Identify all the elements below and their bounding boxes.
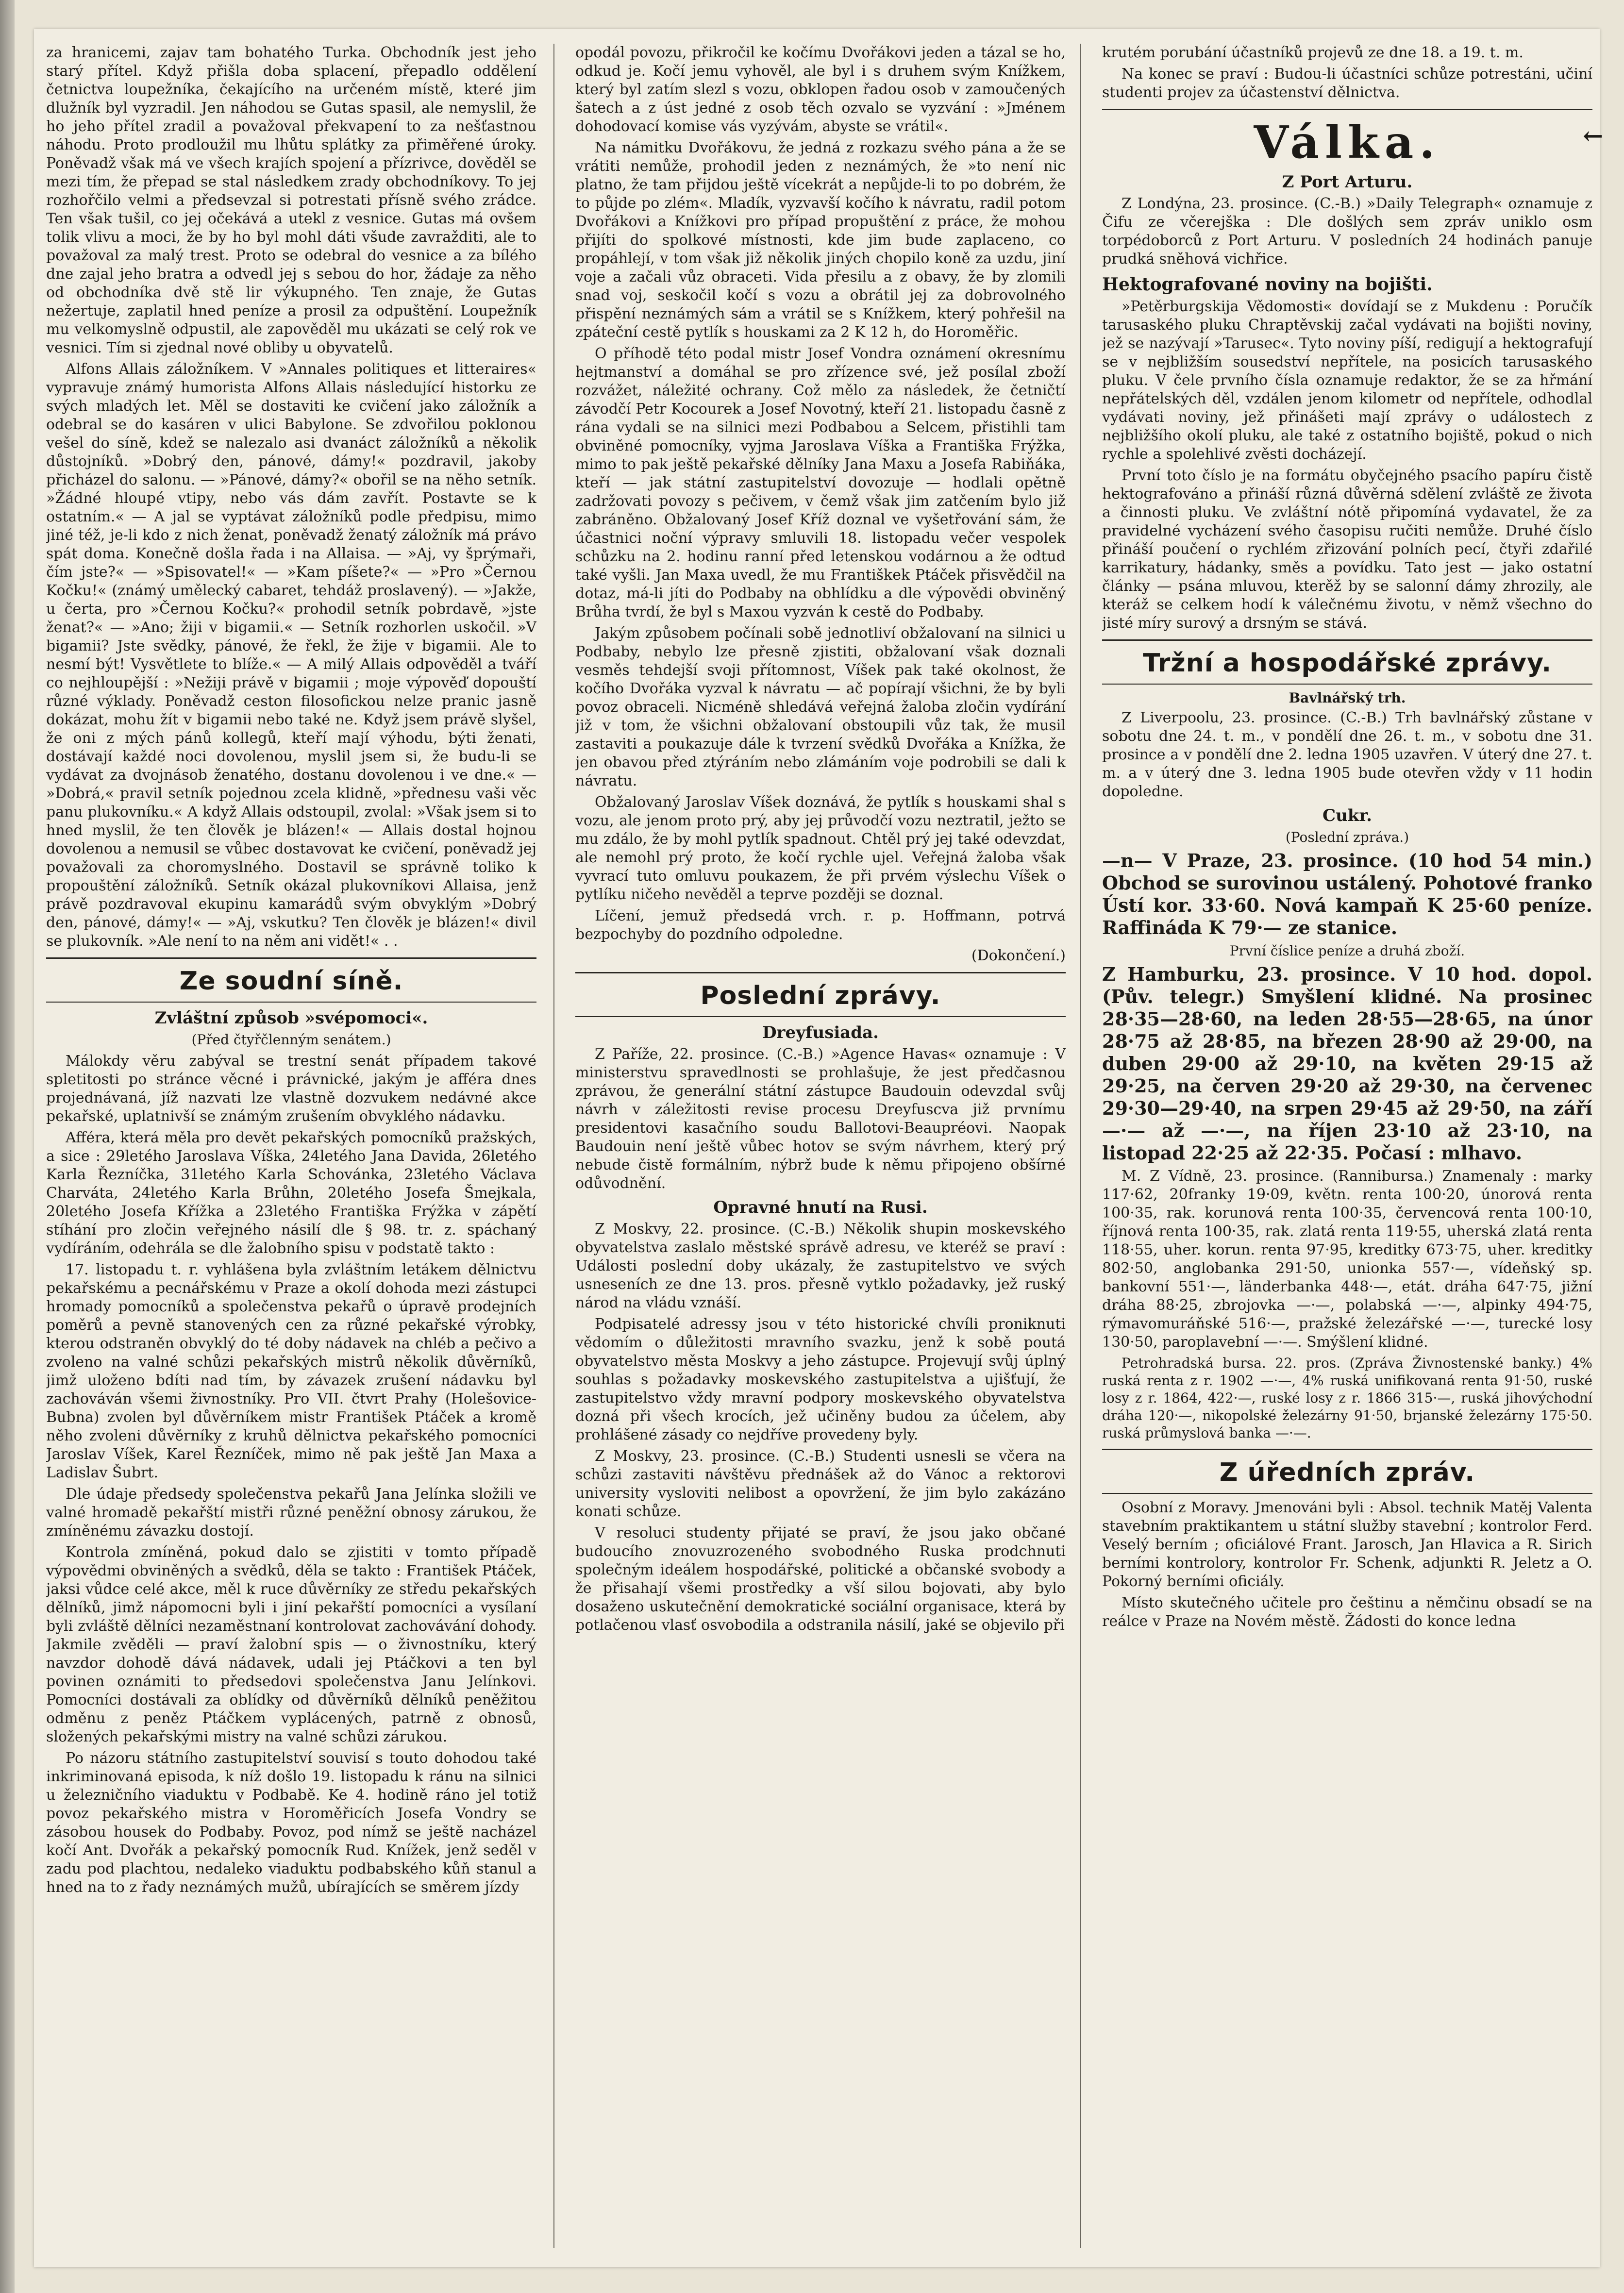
sugar-hamburg-report: Z Hamburku, 23. prosince. V 10 hod. dopol. (Pův. telegr.) Smyšlení klidné. Na prosinec 28·35—28·60, na leden 28·55—28·65, na únor 28·75 až 28·85, na březen 28·90 až 29·00, na duben 29·00 až 29·10, na květen 29·15 až 29·25, na červen 29·20 až 29·30, na červenec 29·30—29·40, na srpen 29·45 až 29·50, na září —·— až —·—, na říjen 23·10 až 23·10, na listopad 22·25 až 22·35. Počasí : mlhavo. xyxy=(1102,963,1592,1164)
section-title-official: Z úředních zpráv. xyxy=(1219,1458,1475,1487)
article-title-dreyfus: Dreyfusiada. xyxy=(762,1023,879,1042)
court-paragraph: Líčení, jemuž předsedá vrch. r. p. Hoffmann, potrvá bezpochyby do pozdního odpoledne. xyxy=(575,907,1066,943)
section-divider xyxy=(46,1002,536,1003)
section-divider xyxy=(1102,109,1592,110)
petersburg-bourse-report: Petrohradská bursa. 22. pros. (Zpráva Živnostenské banky.) 4% ruská renta z r. 1902 —·—, 4% ruská unifikovaná renta 91·50, ruské losy z r. 1864, 422·—, ruské losy z r. 1866 315·—, ruská jihovýchodní dráha 120·—, nikopolské železárny 91·50, brjanské železárny 175·50. ruská průmyslová banka —·—. xyxy=(1102,1355,1592,1441)
court-paragraph: opodál povozu, přikročil ke kočímu Dvořákovi jeden a tázal se ho, odkud je. Kočí jemu vyhověl, ale byl i s druhem svým Knížkem, který byl zatím slezl s vozu, obklopen řadou osob v zamoučených šatech a z úst jedné z osob těch ozvalo se vyzvání : »Jménem dohodovací komise vás vyzývám, abyste se vrátil«. xyxy=(575,44,1066,135)
court-paragraph: Obžalovaný Jaroslav Víšek doznává, že pytlík s houskami shal s vozu, ale jenom proto prý, aby jej průvodčí vozu neztratil, ježto se mu zdálo, že by mohl pytlík spadnout. Chtěl prý jej také odevzdat, ale nemohl prý proto, že kočí rychle ujel. Veřejná žaloba však vyvrací tuto omluvu poukazem, že při prvém výslechu Víšek o pytlíku ničeho nevěděl a teprve později se doznal. xyxy=(575,794,1066,903)
section-divider xyxy=(575,1016,1066,1017)
vienna-bourse-report: M. Z Vídně, 23. prosince. (Rannibursa.) Znamenaly : marky 117·62, 20franky 19·09, květn. renta 100·20, únorová renta 100·35, rak. korunová renta 100·35, červencová renta 100·10, říjnová renta 100·35, rak. zlatá renta 119·55, uherská zlatá renta 118·55, uher. korun. renta 97·95, kreditky 673·75, uher. kreditky 802·50, anglobanka 291·50, unionka 557·—, vídeňský sp. bankovní 551·—, länderbanka 448·—, etát. dráha 647·75, jižní dráha 88·25, zbrojovka —·—, polabská —·—, alpinky 494·75, rýmavomuráňské 516·—, pražské železářské —·—, turecké losy 130·50, paroplavební —·—. Smýšlení klidné. xyxy=(1102,1168,1592,1351)
article-allais-text: Alfons Allais záložníkem. V »Annales politiques et litteraires« vypravuje známý humorista Alfons Allais následující historku ze svých mladých let. Měl se dostaviti ke cvičení jako záložník a odebral se do kasáren v ulici Babylone. Se zdvořilou poklonou vešel do síně, kdež se nalezalo asi dvanáct záložníků a několik důstojníků. »Dobrý den, pánové, dámy!« pozdravil, jakoby přicházel do salonu. — »Pánové, dámy?« obořil se na něho setník. »Žádné hloupé vtipy, nebo vás dám zavřít. Postavte se k ostatním.« — A jal se vyptávat záložníků podle předpisu, mimo jiné též, je-li kdo z nich ženat, poněvadž ženatý záložník má právo spát doma. Konečně došla řada i na Allaisa. — »Aj, vy šprýmaři, čím jste?« — »Spisovatel!« — »Kam píšete?« — »Pro »Černou Kočku!« (známý umělecký cabaret, tehdáž proslavený). — »Jakže, u čerta, pro »Černou Kočku?« prohodil setník pobrdavě, »jste ženat?« — »Ano; žiji v bigamii.« — Setník rozhorlen uskočil. »V bigamii? Jste svědky, pánové, že řekl, že žije v bigamii. Ale to nesmí být! Vysvětlete to blíže.« — A milý Allais odpověděl a tváří co nejhloupější : »Nežiji právě v bigamii ; moje výpověď dopouští různé výklady. Poněvadž ceston filosofickou nelze pranic jasně dokázat, mohu žít v bigamii nebo také ne. Když jsem právě slyšel, že oni z mých pánů kollegů, kteří mají výhodu, býti ženati, dostávají každé noci dovolenou, myslil jsem si, že budu-li se vydávat za dvojnásob ženatého, dostanu dovolenou i ve dne.« — »Dobrá,« pravil setník pojednou zcela klidně, »přednesu vaši věc panu plukovníku.« A když Allais odstoupil, zvolal: »Však jsem si to hned myslil, že ten člověk je blázen!« — Allais dostal hojnou dovolenou a nemusil se vůbec dostavovat ke cvičení, poněvadž jej považovali za choromyslného. Dostavil se správně toliko k propouštění záložníků. Setník okázal plukovníkovi Allaisa, jenž právě pozdravoval ekupinu kamarádů svým obvyklým »Dobrý den, pánové, dámy!« — »Aj, vskutku? Ten člověk je blázen!« divil se plukovník. »Ale není to na něm ani vidět!« . . xyxy=(46,361,536,950)
article-title-cotton: Bavlnářský trh. xyxy=(1289,690,1406,706)
article-gutas-text: za hranicemi, zajav tam bohatého Turka. Obchodník jest jeho starý přítel. Když přišla doba splacení, přepadlo oddělení četnictva loupežníka, čekajícího na určeném místě, které jim dlužník byl vyzradil. Jen náhodou se Gutas spasil, ale nemyslil, že ho jeho přítel zradil a považoval překvapení to za nešťastnou náhodu. Proto prodloužil mu lhůtu splátky za přiměřené úroky. Poněvadž však má ve všech krajích spojení a přízrivce, dověděl se mezi tím, že přepad se stal následkem zrady obchodníkovy. To jej rozhořčilo velmi a předsevzal si potrestati přísně svého zrádce. Ten však tušil, co jej očekává a utekl z vesnice. Gutas má ovšem tolik vlivu a moci, že by ho byl mohl dáti všude zavražditi, ale to považoval za malý trest. Proto se odebral do vesnice a za bílého dne zajal jeho bratra a odvedl jej s sebou do hor, žádaje za něho od obchodníka dvě stě lir výkupného. Ten znaje, že Gutas nežertuje, zaplatil hned peníze a prosil za odpuštění. Loupežník mu velkomyslně odpustil, ale zapověděl mu ukázati se celý rok ve vesnici. Tím si zjednal nové obliby u obyvatelů. xyxy=(46,44,536,356)
newspaper-page xyxy=(34,29,1600,2267)
market-paragraph: Z Liverpoolu, 23. prosince. (C.-B.) Trh bavlnářský zůstane v sobotu dne 24. t. m., v pondělí dne 26. t. m., v sobotu dne 31. prosince a v pondělí dne 2. ledna 1905 uzavřen. V úterý dne 27. t. m. a v úterý dne 3. ledna 1905 bude otevřen vždy v 11 hodin dopoledne. xyxy=(1102,709,1592,800)
article-title-russia: Opravné hnutí na Rusi. xyxy=(713,1198,928,1217)
russia-paragraph: V resoluci studenty přijaté se praví, že jsou jako občané budoucího znovuzrozeného svobodného Ruska prodchnuti společným ideálem hospodářské, politické a občanské svobody a že přisahají všemi prostředky a vší silou bojovati, aby bylo dosaženo uskutečnění demokratické sociální organisace, která by potlačenou vlasť osvobodila a odstranila násilí, jaké se objevilo při xyxy=(575,1524,1066,1634)
court-paragraph: Málokdy věru zabýval se trestní senát případem takové spletitosti po stránce věcné i právnické, jakým je afféra dnes projednávaná, jíž nazvati lze vlastně dozvukem nedávné akce pekařské, uplatnivší se známým zrušením obvyklého nádavku. xyxy=(46,1053,536,1125)
dreyfus-paragraph: Z Paříže, 22. prosince. (C.-B.) »Agence Havas« oznamuje : V ministerstvu spravedlnosti se prohlašuje, že jest předčasnou zprávou, že generální státní zástupce Baudouin odevzdal svůj návrh v záležitosti revise procesu Dreyfuscva již prvnímu presidentovi kasačního soudu Ballotovi-Beaupréovi. Naopak Baudouin není ještě vůbec hotov se svým návrhem, který prý nebude čistě formálním, nýbrž bude k němu připojeno obšírné odůvodnění. xyxy=(575,1046,1066,1192)
column-1 xyxy=(46,44,536,2248)
column-divider-1 xyxy=(553,44,554,2248)
war-paragraph: První toto číslo je na formátu obyčejného psacího papíru čistě hektografováno a přináší různá důvěrná sdělení zvláště ze života a činnosti pluku. Ve zvláštní nótě připomíná vydavatel, že za pravidelné vycházení svého časopisu ručiti nemůže. Druhé číslo přináší poučení o rychlém zřizování polních pecí, čtyři zdařilé karrikatury, hádanky, směs a povídku. Tato jest — jako ostatní články — psána mluvou, kterěž by se salonní dámy zhrozily, ale kteráž se celkem hodí k válečnému životu, v němž všechno do jisté míry surový a drsným se stává. xyxy=(1102,467,1592,632)
sugar-note: První číslice peníze a druhá zboží. xyxy=(1229,943,1465,959)
court-paragraph: 17. listopadu t. r. vyhlášena byla zvláštním letákem dělnictvu pekařskému a pecnářskému v Praze a okolí dohoda mezi zástupci hromady pomocníků a společenstva pekařů o úpravě prodejních poměrů a pevně stanovených cen za různé pekařské výrobky, kterou odstraněn obvyklý do té doby nádavek na chléb a pečivo a zvoleno na valné schůzi pekařských mistrů několik důvěrníků, jimž uloženo bdíti nad tím, by závazek zrušení nádavku byl zachováván všemi živnostníky. Pro VII. čtvrt Prahy (Holešovice-Bubna) zvolen byl důvěrníkem mistr František Ptáček a kromě něho zvoleni důvěrníky z kruhů dělnictva pekařského pomocníci Jaroslav Víšek, Karel Řezníček, mimo ně pak ještě Jan Maxa a Ladislav Šubrt. xyxy=(46,1261,536,1481)
russia-paragraph: Z Moskvy, 23. prosince. (C.-B.) Studenti usnesli se včera na schůzi zastaviti návštěvu přednášek až do Vánoc a rektorovi university vysloviti nelibost a opovržení, že jim bylo zakázáno konati schůze. xyxy=(575,1448,1066,1520)
official-paragraph: Osobní z Moravy. Jmenováni byli : Absol. technik Matěj Valenta stavebním praktikantem u státní služby stavební ; kontrolor Ferd. Veselý berním ; oficiálové Frant. Jarosch, Jan Hlavica a R. Sirich berními kontrolory, kontrolor Fr. Schenk, adjunkti R. Jeletz a O. Pokorný berními oficiály. xyxy=(1102,1499,1592,1590)
section-title-latest-news: Poslední zprávy. xyxy=(700,981,941,1010)
section-divider xyxy=(1102,1449,1592,1450)
court-paragraph: Dle údaje předsedy společenstva pekařů Jana Jelínka složili ve valné hromadě pekařští mistři různé peněžní obnosy zárukou, že zmíněnému závazku dostojí. xyxy=(46,1486,536,1540)
court-paragraph: Afféra, která měla pro devět pekařských pomocníků pražských, a sice : 29letého Jaroslava Víška, 24letého Jana Davida, 26letého Karla Řezníčka, 31letého Karla Schovánka, 23letého Václava Charváta, 24letého Karla Brůhn, 20letého Josefa Šmejkala, 20letého Josefa Křížka a 23letého Františka Frýžka v zápětí stíhání pro zločin veřejného násilí dle § 98. tr. z. spáchaný vydíráním, odehrála se dle žalobního spisu v podstatě takto : xyxy=(46,1129,536,1257)
section-title-court: Ze soudní síně. xyxy=(179,967,403,996)
section-divider xyxy=(1102,639,1592,641)
article-subtitle-senate: (Před čtyřčlenným senátem.) xyxy=(191,1032,391,1048)
section-divider xyxy=(1102,684,1592,685)
court-paragraph: Kontrola zmíněná, pokud dalo se zjistiti v tomto případě výpovědmi obviněných a svědků, děla se takto : František Ptáček, jaksi vůdce celé akce, měl k ruce důvěrníky ze středu pekařských dělníků, jimž nápomocni byli i jiní pekařští pomocníci a vysílaní byli zvláště dělníci nezaměstnaní kontrolovat zachovávání dohody. Jakmile zvěděli — praví žalobní spis — o živnostníku, který navzdor dohodě dává nádavek, udali jej Ptáčkovi a ten byl povinen oznámiti to předsedovi společenstva Janu Jelínkovi. Pomocníci dostávali za oblídky od důvěrníků dělníků peněžitou odměnu z peněz Ptáčkem vyplácených, patrně z obnosů, složených pekařskými mistry na valné schůzi zárukou. xyxy=(46,1544,536,1745)
column-2 xyxy=(575,44,1066,2248)
russia-paragraph: Podpisatelé adressy jsou v této historické chvíli proniknuti vědomím o důležitosti mravního svazku, jenž k sobě poutá obyvatelstvo města Moskvy a jeho zástupce. Projevují svůj úplný souhlas s požadavky moskevského zastupitelstva a ujišťují, že zastupitelstvo vždy mravní podpory moskevského obyvatelstva dozná při všech krocích, jež učiněny budou za účelem, aby prohlášené zásady co nejdříve provedeny byly. xyxy=(575,1316,1066,1443)
court-paragraph: Po názoru státního zastupitelství souvisí s touto dohodou také inkriminovaná episoda, k níž došlo 19. listopadu k ránu na silnici u železničního viaduktu v Podbabě. Ke 4. hodině ráno jel totiž povoz pekařského mistra v Horoměřicích Josefa Vondry se zásobou housek do Podbaby. Povoz, pod nímž se ještě nacházel kočí Ant. Dvořák a pekařský pomocník Rud. Knížek, jenž seděl v zadu pod plachtou, nedaleko viaduktu podbabského kůň stanul a hned na to z řady neznámých mužů, ubírajících se směrem jízdy xyxy=(46,1750,536,1896)
russia-paragraph: Z Moskvy, 22. prosince. (C.-B.) Několik shupin moskevského obyvatelstva zaslalo městské správě adresu, ve kteréž se praví : Události poslední doby ukázaly, že zastupitelstvo ve svých usneseních ze dne 13. pros. přesně vytklo požadavky, jež ruský národ na vládu vznáší. xyxy=(575,1221,1066,1311)
page-edge-shadow xyxy=(0,0,15,2293)
article-title-hektograph: Hektografované noviny na bojišti. xyxy=(1102,274,1433,295)
column-3 xyxy=(1102,44,1592,2248)
war-paragraph: »Petěrburgskija Vědomosti« dovídají se z Mukdenu : Poručík tarusaského pluku Chraptěvskij začal vydávati na bojišti noviny, jež se nazývají »Tarusec«. Tyto noviny píší, redigují a hektografují se v nejbližším sousedství nepřítele, na posicích tarusaského pluku. V čele prvního čísla oznamuje redaktor, že se za hřmání nepřátelských děl, vzdálen jenom kilometr od nepřítele, odhodlal vydávati noviny, jež přinášeti mají zprávy o událostech z nejbližšího okolí pluku, ale také z ostatního bojiště, pokud o nich rychle a spolehlivé zvěsti docházejí. xyxy=(1102,298,1592,463)
margin-arrow-icon: ← xyxy=(1583,121,1603,150)
russia-paragraph: Na konec se praví : Budou-li účastníci schůze potrestáni, učiní studenti projev za účastenství dělnictva. xyxy=(1102,66,1592,101)
article-title-sugar: Cukr. xyxy=(1323,806,1372,825)
section-divider xyxy=(575,972,1066,973)
russia-paragraph: krutém porubání účastníků projevů ze dne 18. a 19. t. m. xyxy=(1102,44,1524,61)
section-title-war: Válka. xyxy=(1254,116,1441,168)
article-title-port-arthur: Z Port Arturu. xyxy=(1282,172,1413,192)
court-paragraph: O příhodě této podal mistr Josef Vondra oznámení okresnímu hejtmanství a domáhal se pro zřízence své, jež posílal zboží rozvážet, náležité ochrany. Což mělo za následek, že četničtí závodčí Petr Kocourek a Josef Novotný, kteří 21. listopadu časně z rána vydali se na silnici mezi Podbabou a Selcem, přistihli tam obviněné pomocníky, vyjma Jaroslava Víška a Františka Frýžka, mimo to pak ještě pekařské dělníky Jana Maxu a Josefa Rabiňáka, kteří — jak státní zastupitelství dovozuje — hodlali opětně zadržovati povozy s pečivem, v čemž však jim zatčením bylo již zabráněno. Obžalovaný Josef Kříž doznal ve vyšetřování sám, že účastnici noční výpravy smluvili 18. listopadu večer vespolek schůzku na 2. hodinu ranní před letenskou vodárnou a že odtud také vyšli. Jan Maxa uvedl, že mu Františkek Ptáček přisvědčil na dotaz, má-li jíti do Podbaby na obhlídku a dle výpovědi obviněný Brůha tvrdí, že byl s Maxou vyzván k cestě do Podbaby. xyxy=(575,345,1066,620)
court-paragraph: Jakým způsobem počínali sobě jednotliví obžalovaní na silnici u Podbaby, nebylo lze přesně zjistiti, obžalovaní však doznali vesměs tehdejší svoji přítomnost, Víšek pak také okolnost, že kočího Dvořáka vyzval k návratu — ač popírají všichni, že by byli povoz obraceli. Nicméně shledává veřejná žaloba zločin vydírání již v tom, že všichni obžalovaní obstoupili vůz tak, že musil zastaviti a poukazuje dále k tvrzení svědků Dvořáka a Knížka, že jen obavou před ztýráním nebo zlámáním voje podrobili se dali k návratu. xyxy=(575,625,1066,789)
section-title-market: Tržní a hospodářské zprávy. xyxy=(1143,649,1552,678)
continued-note: (Dokončení.) xyxy=(971,947,1066,964)
column-divider-2 xyxy=(1080,44,1081,2248)
section-divider xyxy=(46,957,536,959)
section-divider xyxy=(1102,1493,1592,1494)
official-paragraph: Místo skutečného učitele pro češtinu a němčinu obsadí se na reálce v Praze na Novém městě. Žádosti do konce ledna xyxy=(1102,1594,1592,1630)
article-title-svepomoc: Zvláštní způsob »svépomoci«. xyxy=(154,1008,428,1028)
sugar-subtitle: (Poslední zpráva.) xyxy=(1285,829,1409,845)
sugar-prague-report: —n— V Praze, 23. prosince. (10 hod 54 min.) Obchod se surovinou ustálený. Pohotové franko Ústí kor. 33·60. Nová kampaň K 25·60 peníze. Raffináda K 79·— ze stanice. xyxy=(1102,850,1592,938)
war-paragraph: Z Londýna, 23. prosince. (C.-B.) »Daily Telegraph« oznamuje z Čifu ze včerejška : Dle došlých sem zpráv uniklo osm torpédoborců z Port Arturu. V posledních 24 hodinách panuje prudká sněhová vichřice. xyxy=(1102,195,1592,268)
court-paragraph: Na námitku Dvořákovu, že jedná z rozkazu svého pána a že se vrátiti nemůže, prohodil jeden z neznámých, že »to není nic platno, že tam přijdou ještě vícekrát a nepůjde-li to po dobrém, že to půjde po zlém«. Mladík, vyzvavší kočího k návratu, radil potom Dvořákovi a Knížkovi pro případ propuštění z práce, že mohou přijíti do spolkové místnosti, kde jim bude zaplaceno, co propáhlejí, v tom však již několik jiných chopilo koně za uzdu, jiní voje a začali vůz obraceti. Vida přesilu a z obavy, že by zlomili snad voj, seskočil kočí s vozu a obrátil jej za dobrovolného přispění neznámých sám a vrátil se s Knížkem, který pohřešil na zpáteční cestě pytlík s houskami za 2 K 12 h, do Horoměřic. xyxy=(575,139,1066,341)
